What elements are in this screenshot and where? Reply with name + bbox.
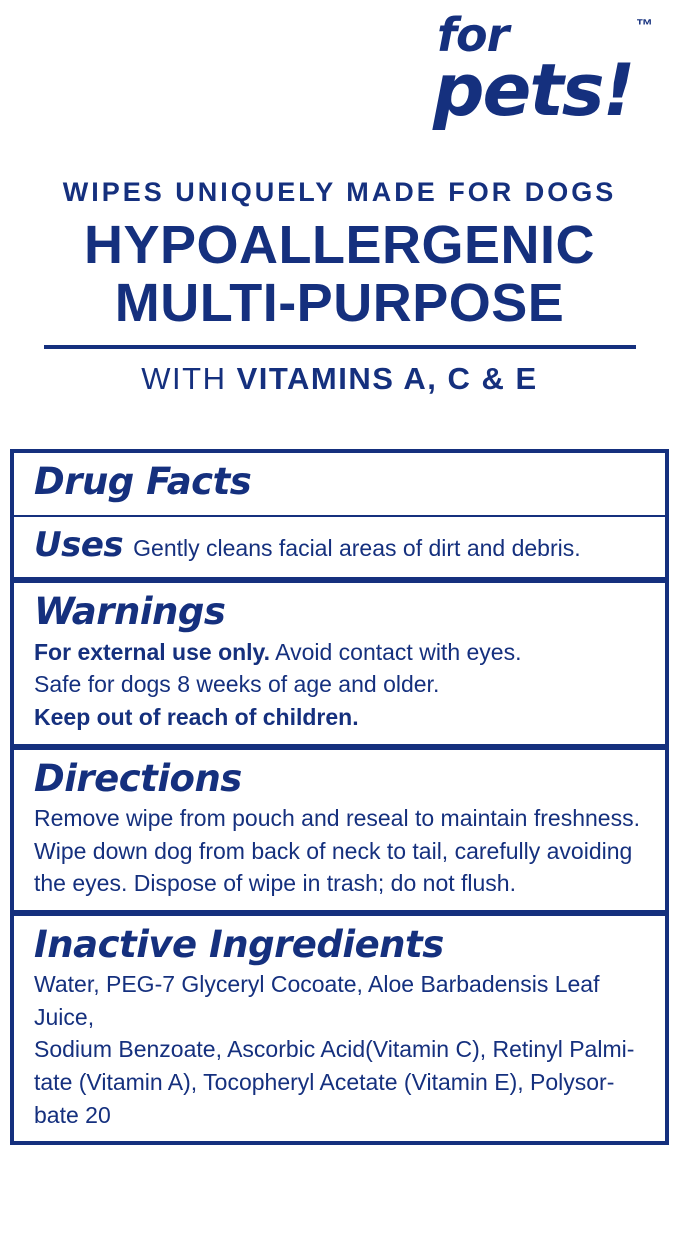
- directions-label: Directions: [34, 756, 242, 800]
- header-kicker: WIPES UNIQUELY MADE FOR DOGS: [62, 177, 617, 207]
- logo-word-pets: pets!: [433, 48, 634, 132]
- inactive-ingredients-line-3: tate (Vitamin A), Tocopheryl Acetate (Vitamin E), Polysor-: [34, 1069, 615, 1096]
- directions-line-3: the eyes. Dispose of wipe in trash; do not flush.: [34, 870, 516, 897]
- inactive-ingredients-body: [34, 968, 645, 1131]
- directions-section: [14, 744, 665, 910]
- warnings-section: [14, 577, 665, 743]
- inactive-ingredients-line-1: Water, PEG-7 Glyceryl Cocoate, Aloe Barbadensis Leaf Juice,: [34, 971, 600, 1030]
- drug-facts-heading: Drug Facts: [34, 460, 252, 503]
- directions-body: [34, 802, 645, 900]
- subtitle-vitamins: VITAMINS A, C & E: [236, 361, 538, 397]
- brand-logo: [0, 6, 679, 166]
- directions-line-2: Wipe down dog from back of neck to tail, carefully avoiding: [34, 837, 633, 864]
- warnings-line-1-rest: Avoid contact with eyes.: [270, 638, 522, 665]
- uses-text: Gently cleans facial areas of dirt and debris.: [133, 535, 581, 562]
- warnings-line-2: Safe for dogs 8 weeks of age and older.: [34, 671, 440, 698]
- logo-badge: [425, 10, 657, 162]
- warnings-label: Warnings: [34, 590, 226, 634]
- page-title-line-1: HYPOALLERGENIC: [83, 214, 596, 275]
- warnings-body: [34, 636, 645, 734]
- warnings-line-1-bold: For external use only.: [34, 638, 271, 665]
- page-title-line-2: MULTI-PURPOSE: [114, 273, 565, 333]
- warnings-line-1: [34, 636, 645, 669]
- header-divider: [44, 345, 636, 349]
- trademark-symbol: ™: [636, 16, 653, 35]
- uses-section: [14, 515, 665, 577]
- header-subtitle: [0, 361, 679, 397]
- uses-row: [34, 523, 645, 567]
- inactive-ingredients-label: Inactive Ingredients: [34, 922, 444, 966]
- drug-facts-panel: [10, 449, 669, 1145]
- drug-facts-heading-section: [14, 453, 665, 515]
- subtitle-prefix: WITH: [141, 361, 237, 397]
- warnings-line-3: Keep out of reach of children.: [34, 704, 359, 730]
- inactive-ingredients-line-2: Sodium Benzoate, Ascorbic Acid(Vitamin C), Retinyl Palmi-: [34, 1036, 635, 1063]
- inactive-ingredients-line-4: bate 20: [34, 1101, 111, 1128]
- directions-line-1: Remove wipe from pouch and reseal to maintain freshness.: [34, 804, 640, 831]
- product-header: [0, 178, 679, 397]
- inactive-ingredients-section: [14, 910, 665, 1142]
- uses-label: Uses: [34, 525, 124, 566]
- logo-word-for: for: [437, 8, 509, 62]
